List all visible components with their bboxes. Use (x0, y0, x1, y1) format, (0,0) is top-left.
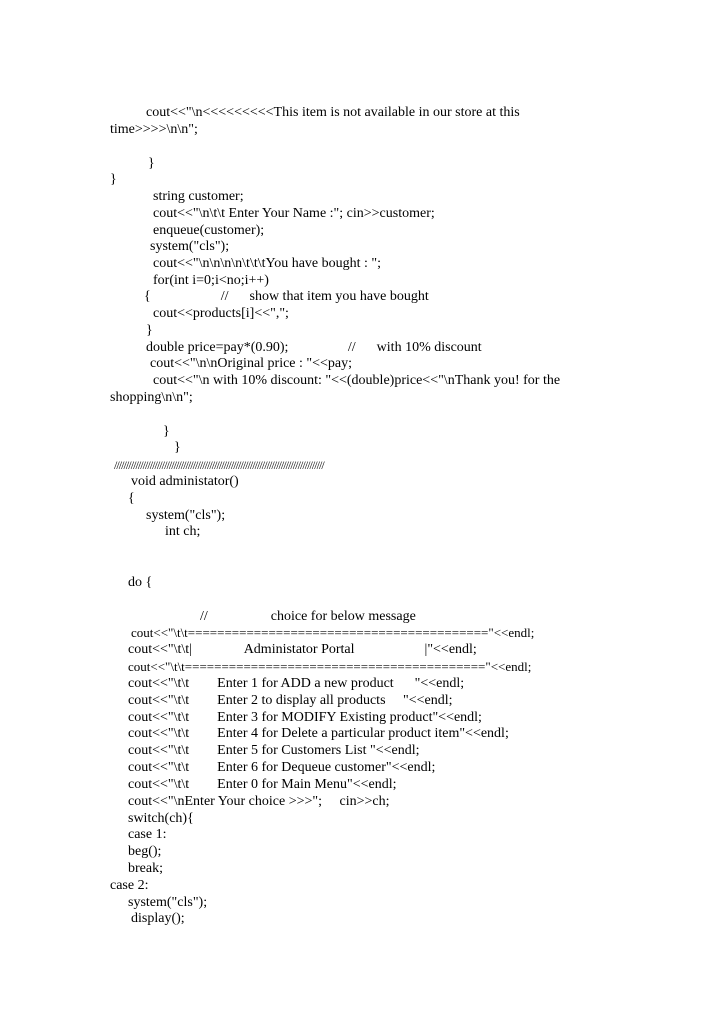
code-line: } (110, 172, 117, 187)
code-line: enqueue(customer); (153, 223, 265, 238)
code-line: { (128, 491, 135, 506)
code-line: // choice for below message (200, 609, 416, 624)
code-line: } (174, 440, 181, 455)
code-line: cout<<"\n with 10% discount: "<<(double)price<<"\nThank you! for the (153, 373, 561, 388)
code-line: cout<<"\t\t========================================="<<endl; (128, 659, 532, 674)
code-line: switch(ch){ (128, 811, 194, 826)
code-line: system("cls"); (146, 508, 226, 523)
code-line: } (146, 323, 153, 338)
code-line: display(); (131, 911, 185, 926)
code-line: { // show that item you have bought (144, 289, 429, 304)
code-line: cout<<"\n\nOriginal price : "<<pay; (150, 356, 353, 371)
code-line: cout<<"\t\t| Administator Portal |"<<endl; (128, 642, 477, 657)
code-line: cout<<"\t\t Enter 4 for Delete a particular product item"<<endl; (128, 726, 509, 741)
code-line: time>>>>\n\n"; (110, 122, 198, 137)
code-line: } (163, 424, 170, 439)
code-line: shopping\n\n"; (110, 390, 193, 405)
code-line: cout<<"\t\t Enter 0 for Main Menu"<<endl; (128, 777, 397, 792)
code-line: int ch; (165, 524, 201, 539)
comment-separator-line: //////////////////////////////////////////////////////////////////////////////////////// (114, 458, 324, 472)
code-line: void administator() (131, 474, 239, 489)
code-line: cout<<"\nEnter Your choice >>>"; cin>>ch; (128, 794, 390, 809)
code-line: cout<<products[i]<<","; (153, 306, 289, 321)
code-line: for(int i=0;i<no;i++) (153, 273, 269, 288)
code-line: cout<<"\n\t\t Enter Your Name :"; cin>>customer; (153, 206, 435, 221)
code-line: case 2: (110, 878, 149, 893)
code-line: cout<<"\t\t Enter 3 for MODIFY Existing product"<<endl; (128, 710, 482, 725)
code-line: do { (128, 575, 153, 590)
code-line: double price=pay*(0.90); // with 10% discount (146, 340, 482, 355)
code-line: cout<<"\t\t Enter 5 for Customers List "<<endl; (128, 743, 420, 758)
code-line: string customer; (153, 189, 244, 204)
code-line: case 1: (128, 827, 167, 842)
code-line: cout<<"\n\n\n\n\t\t\tYou have bought : "; (153, 256, 382, 271)
code-line: beg(); (128, 844, 162, 859)
code-line: } (148, 156, 155, 171)
code-line: cout<<"\n<<<<<<<<<This item is not available in our store at this (146, 105, 520, 120)
code-line: system("cls"); (128, 895, 208, 910)
code-line: system("cls"); (150, 239, 230, 254)
code-line: cout<<"\t\t Enter 6 for Dequeue customer"<<endl; (128, 760, 436, 775)
code-line: cout<<"\t\t Enter 2 to display all products "<<endl; (128, 693, 453, 708)
code-line: cout<<"\t\t========================================="<<endl; (131, 625, 535, 640)
code-line: cout<<"\t\t Enter 1 for ADD a new product "<<endl; (128, 676, 465, 691)
code-line: break; (128, 861, 163, 876)
